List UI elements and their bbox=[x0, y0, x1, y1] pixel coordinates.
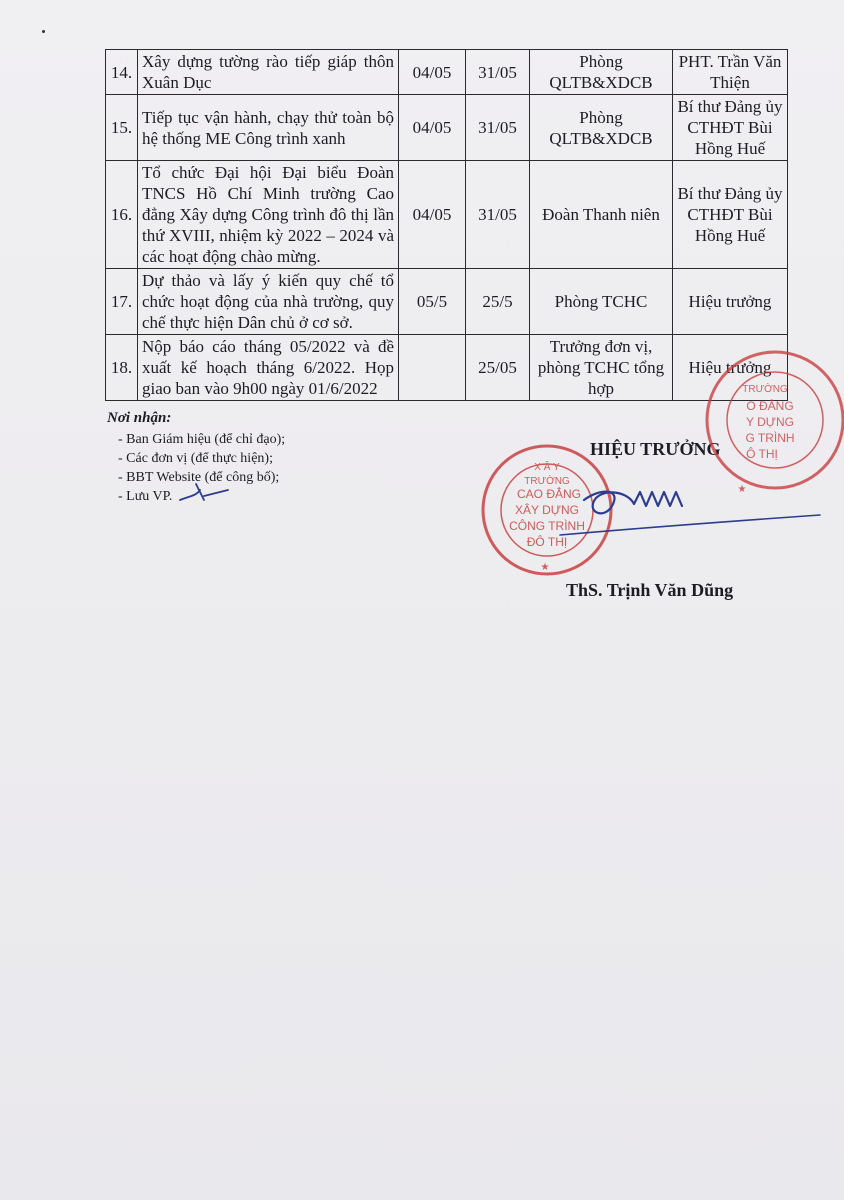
end-date-cell: 25/05 bbox=[466, 335, 530, 401]
recipient-item: - Lưu VP. bbox=[118, 487, 285, 506]
end-date-cell: 25/5 bbox=[466, 269, 530, 335]
svg-text:X Â Y: X Â Y bbox=[534, 462, 560, 473]
lead-person-cell: PHT. Trần Văn Thiện bbox=[673, 50, 788, 95]
start-date-cell: 04/05 bbox=[399, 95, 466, 161]
initial-mark bbox=[180, 484, 228, 500]
svg-text:G TRÌNH: G TRÌNH bbox=[745, 431, 795, 445]
responsible-unit-cell: Đoàn Thanh niên bbox=[530, 161, 673, 269]
lead-person-cell: Hiệu trưởng bbox=[673, 335, 788, 401]
task-cell: Nộp báo cáo tháng 05/2022 và đề xuất kế hoạch tháng 6/2022. Họp giao ban vào 9h00 ngày 01/6/2022 bbox=[138, 335, 399, 401]
responsible-unit-cell: Phòng TCHC bbox=[530, 269, 673, 335]
svg-text:★: ★ bbox=[737, 484, 747, 495]
svg-text:CAO ĐẲNG: CAO ĐẲNG bbox=[516, 487, 582, 501]
row-number: 18. bbox=[106, 335, 138, 401]
task-cell: Dự thảo và lấy ý kiến quy chế tổ chức hoạt động của nhà trường, quy chế thực hiện Dân chủ ở cơ sở. bbox=[138, 269, 399, 335]
lead-person-cell: Hiệu trưởng bbox=[673, 269, 788, 335]
recipient-item: - Các đơn vị (để thực hiện); bbox=[118, 449, 285, 468]
recipient-item: - Ban Giám hiệu (để chỉ đạo); bbox=[118, 430, 285, 449]
lead-person-cell: Bí thư Đảng ủy CTHĐT Bùi Hồng Huế bbox=[673, 161, 788, 269]
svg-text:Y DỰNG: Y DỰNG bbox=[745, 415, 795, 429]
row-number: 14. bbox=[106, 50, 138, 95]
lead-person-cell: Bí thư Đảng ủy CTHĐT Bùi Hồng Huế bbox=[673, 95, 788, 161]
svg-text:Ô THỊ: Ô THỊ bbox=[746, 447, 778, 461]
start-date-cell: 04/05 bbox=[399, 161, 466, 269]
start-date-cell: 05/5 bbox=[399, 269, 466, 335]
row-number: 15. bbox=[106, 95, 138, 161]
end-date-cell: 31/05 bbox=[466, 50, 530, 95]
end-date-cell: 31/05 bbox=[466, 95, 530, 161]
signer-name: ThS. Trịnh Văn Dũng bbox=[566, 580, 734, 600]
recipient-item: - BBT Website (để công bố); bbox=[118, 468, 285, 487]
responsible-unit-cell: Trưởng đơn vị, phòng TCHC tổng hợp bbox=[530, 335, 673, 401]
end-date-cell: 31/05 bbox=[466, 161, 530, 269]
responsible-unit-cell: Phòng QLTB&XDCB bbox=[530, 95, 673, 161]
school-seal-overlap bbox=[707, 352, 843, 495]
svg-text:TRƯỜNG: TRƯỜNG bbox=[524, 476, 570, 487]
start-date-cell: 04/05 bbox=[399, 50, 466, 95]
task-cell: Tiếp tục vận hành, chạy thử toàn bộ hệ thống ME Công trình xanh bbox=[138, 95, 399, 161]
svg-text:XÂY DỰNG: XÂY DỰNG bbox=[514, 503, 580, 517]
svg-text:O ĐẲNG: O ĐẲNG bbox=[746, 399, 794, 413]
svg-text:TRƯỜNG: TRƯỜNG bbox=[742, 384, 788, 395]
school-seal bbox=[483, 446, 611, 574]
task-cell: Xây dựng tường rào tiếp giáp thôn Xuân Dục bbox=[138, 50, 399, 95]
svg-text:★: ★ bbox=[540, 562, 550, 573]
svg-text:CÔNG TRÌNH: CÔNG TRÌNH bbox=[509, 519, 585, 533]
handwritten-signature bbox=[560, 492, 820, 535]
signer-title: HIỆU TRƯỞNG bbox=[590, 439, 721, 459]
row-number: 16. bbox=[106, 161, 138, 269]
recipients-label: Nơi nhận: bbox=[107, 410, 172, 426]
responsible-unit-cell: Phòng QLTB&XDCB bbox=[530, 50, 673, 95]
svg-text:ĐÔ THỊ: ĐÔ THỊ bbox=[526, 535, 568, 549]
task-cell: Tổ chức Đại hội Đại biểu Đoàn TNCS Hồ Chí Minh trường Cao đẳng Xây dựng Công trình đô thị lần thứ XVIII, nhiệm kỳ 2022 – 2024 và các hoạt động chào mừng. bbox=[138, 161, 399, 269]
row-number: 17. bbox=[106, 269, 138, 335]
